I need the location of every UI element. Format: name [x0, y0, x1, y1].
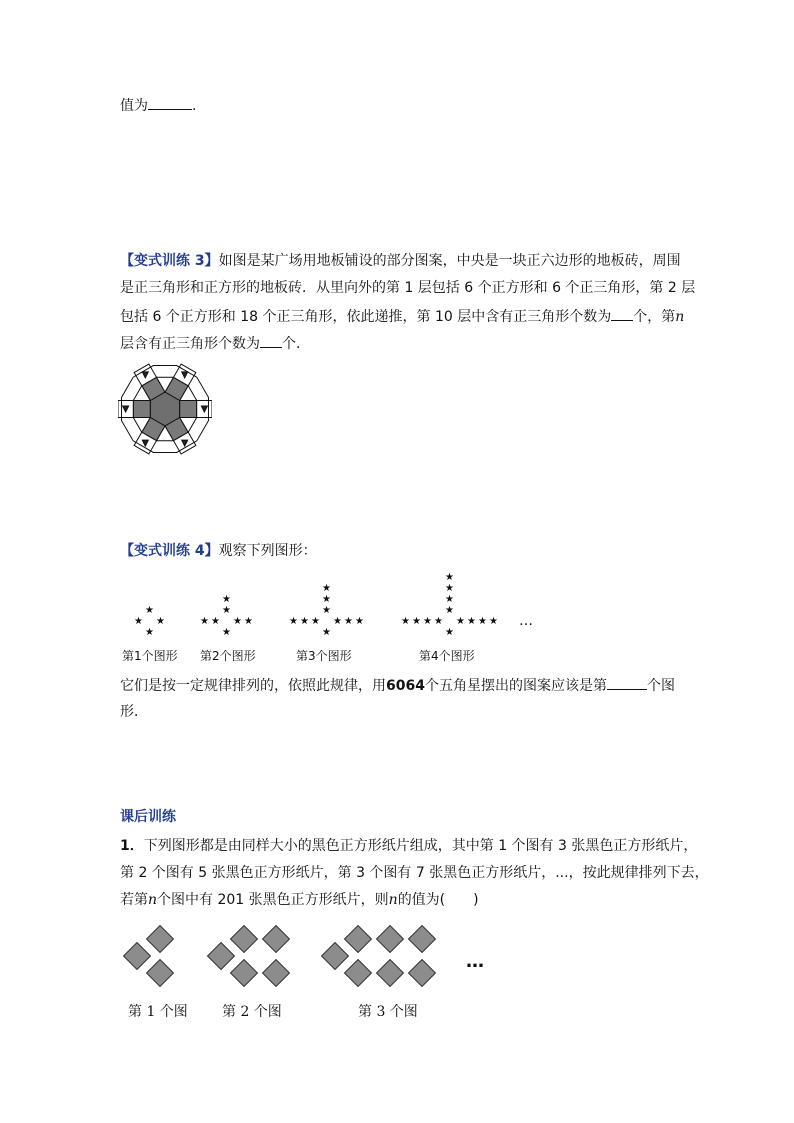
ex3-line-3: [120, 306, 684, 327]
answer-blank: [148, 95, 192, 110]
ex3-text-1: 如图是某广场用地板铺设的部分图案，中央是一块正六边形的地板砖，周围: [218, 253, 681, 269]
ex4-count: 6064: [386, 678, 425, 694]
ex4-q1a: 它们是按一定规律排列的，依照此规律，用: [120, 678, 386, 694]
star: ★: [445, 572, 454, 583]
star: ★: [401, 616, 410, 627]
star: ★: [222, 627, 231, 638]
ex4-question-line-1: [120, 675, 675, 696]
ex4-q1b: 个五角星摆出的图案应该是第: [424, 678, 607, 694]
star: ★: [211, 616, 220, 627]
hw-line-1: [120, 836, 697, 856]
star: ★: [322, 627, 331, 638]
ex4-q1c: 个图: [646, 678, 675, 694]
caption-figure-2: 第2个图形: [200, 649, 256, 663]
square-caption-2: 第 2 个图: [222, 1004, 282, 1020]
star: ★: [244, 616, 253, 627]
star: ★: [222, 594, 231, 605]
star: ★: [445, 605, 454, 616]
square-caption-3: 第 3 个图: [358, 1004, 418, 1020]
star: ★: [355, 616, 364, 627]
ex4-title-line: [120, 541, 317, 561]
hw-number: 1．: [120, 838, 144, 854]
caption-figure-1: 第1个图形: [122, 649, 178, 663]
ex4-blank: [607, 675, 647, 690]
star: ★: [222, 605, 231, 616]
black-square: [230, 925, 258, 953]
star: ★: [200, 616, 209, 627]
black-square: [344, 959, 372, 987]
hw-text-3b: 个图中有 201 张黑色正方形纸片，则: [157, 892, 389, 908]
star: ★: [344, 616, 353, 627]
caption-figure-3: 第3个图形: [296, 649, 352, 663]
answer-suffix: .: [192, 98, 197, 114]
star: ★: [156, 616, 165, 627]
star: ★: [412, 616, 421, 627]
ex3-line-2: 是正三角形和正方形的地板砖．从里向外的第 1 层包括 6 个正方形和 6 个正三角形，第 2 层: [120, 280, 696, 296]
hexagon-tiling-figure: [118, 362, 212, 456]
black-square: [408, 959, 436, 987]
inner-square: [133, 401, 150, 418]
hw-n-2: n: [388, 892, 398, 908]
star: ★: [145, 605, 154, 616]
hw-text-1: 下列图形都是由同样大小的黑色正方形纸片组成，其中第 1 个图有 3 张黑色正方形纸片，: [143, 838, 698, 854]
star: ★: [489, 616, 498, 627]
star: ★: [322, 594, 331, 605]
black-square: [262, 925, 290, 953]
star: ★: [311, 616, 320, 627]
black-square: [146, 959, 174, 987]
star: ★: [322, 583, 331, 594]
square-caption-1: 第 1 个图: [128, 1004, 188, 1020]
ex3-tag: 【变式训练 3】: [120, 253, 219, 269]
ex3-line-1: [120, 251, 681, 271]
black-square: [230, 959, 258, 987]
black-square: [146, 925, 174, 953]
star: ★: [423, 616, 432, 627]
caption-figure-4: 第4个图形: [419, 649, 475, 663]
black-square: [123, 942, 151, 970]
answer-prefix: 值为: [120, 98, 148, 114]
star: ★: [289, 616, 298, 627]
star: ★: [333, 616, 342, 627]
hw-text-3a: 若第: [120, 892, 148, 908]
homework-title: 课后训练: [120, 809, 176, 825]
square-ellipsis: …: [466, 951, 484, 972]
star: ★: [145, 627, 154, 638]
black-square: [207, 942, 235, 970]
black-square: [262, 959, 290, 987]
star: ★: [434, 616, 443, 627]
black-square: [376, 925, 404, 953]
inner-square: [180, 401, 197, 418]
answer-line: [120, 95, 196, 116]
black-square: [408, 925, 436, 953]
ex3-text-4b: 个．: [282, 336, 310, 352]
hw-text-3c: 的值为( ): [397, 892, 479, 908]
hw-line-2: 第 2 个图有 5 张黑色正方形纸片，第 3 个图有 7 张黑色正方形纸片，...，按此规律排列下去，: [120, 865, 709, 881]
ex4-question-line-2: 形．: [120, 704, 148, 720]
black-square: [344, 925, 372, 953]
ex4-title: 观察下列图形：: [218, 543, 317, 559]
ex3-text-4a: 层含有正三角形个数为: [120, 336, 260, 352]
star: ★: [445, 627, 454, 638]
ex3-line-4: [120, 333, 310, 354]
black-square: [376, 959, 404, 987]
ex3-text-3a: 包括 6 个正方形和 18 个正三角形，依此递推，第 10 层中含有正三角形个数为: [120, 309, 612, 325]
star: ★: [467, 616, 476, 627]
star-ellipsis: …: [519, 613, 533, 629]
star: ★: [233, 616, 242, 627]
hw-line-3: [120, 890, 479, 910]
ex3-text-3b: 个，第: [633, 309, 676, 325]
star: ★: [134, 616, 143, 627]
ex3-blank-1: [611, 306, 633, 321]
ex3-n: n: [675, 309, 685, 325]
star: ★: [445, 594, 454, 605]
star: ★: [456, 616, 465, 627]
ex3-blank-2: [260, 333, 282, 348]
star: ★: [300, 616, 309, 627]
hw-n-1: n: [148, 892, 158, 908]
star: ★: [478, 616, 487, 627]
star: ★: [445, 583, 454, 594]
star: ★: [322, 605, 331, 616]
black-square: [321, 942, 349, 970]
ex4-tag: 【变式训练 4】: [120, 543, 219, 559]
